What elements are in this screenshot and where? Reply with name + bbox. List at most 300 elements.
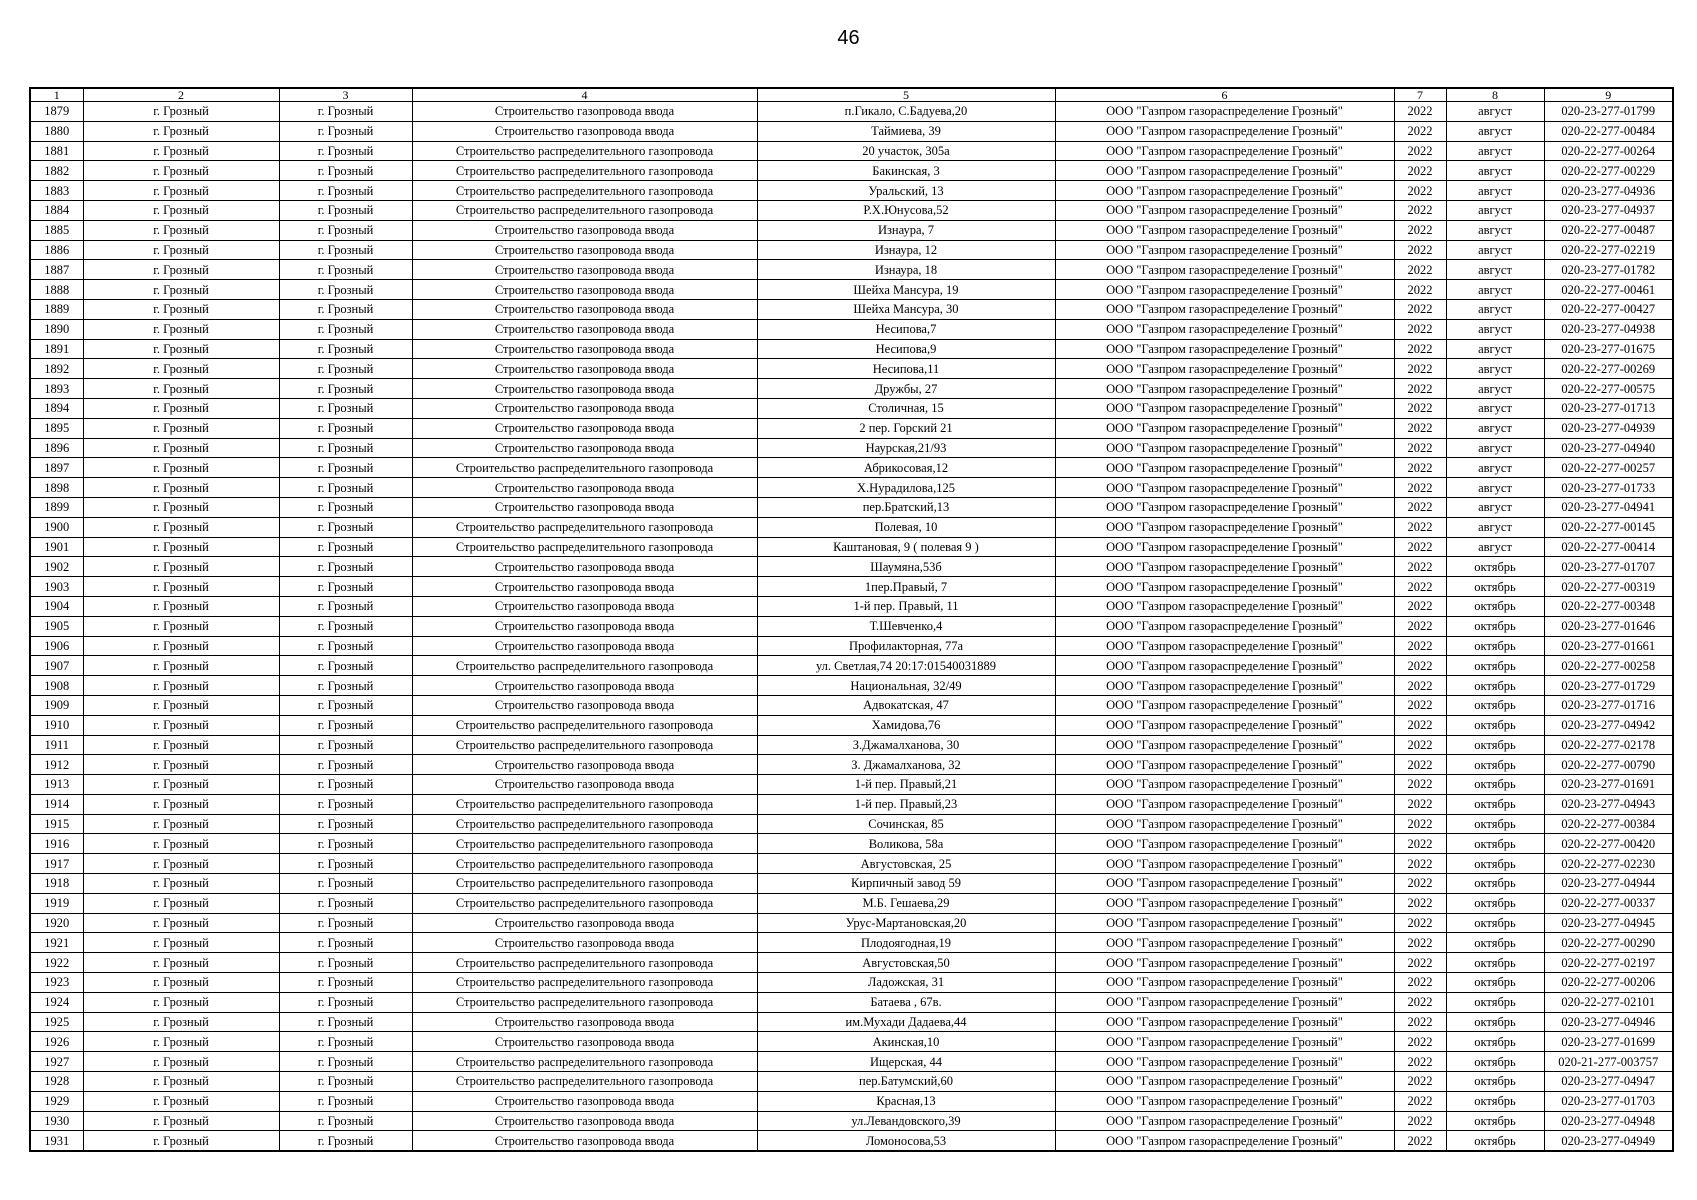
- cell-reference: 020-23-277-04946: [1544, 1012, 1673, 1032]
- cell-municipality: г. Грозный: [83, 953, 279, 973]
- cell-month: август: [1446, 438, 1544, 458]
- cell-settlement: г. Грозный: [279, 1131, 412, 1151]
- cell-month: август: [1446, 299, 1544, 319]
- cell-reference: 020-23-277-01733: [1544, 478, 1673, 498]
- cell-organization: ООО "Газпром газораспределение Грозный": [1055, 398, 1394, 418]
- table-row: [30, 220, 1673, 240]
- cell-month: октябрь: [1446, 814, 1544, 834]
- cell-month: август: [1446, 260, 1544, 280]
- cell-year: 2022: [1394, 379, 1446, 399]
- cell-municipality: г. Грозный: [83, 398, 279, 418]
- table-row: [30, 458, 1673, 478]
- cell-organization: ООО "Газпром газораспределение Грозный": [1055, 537, 1394, 557]
- cell-work-type: Строительство газопровода ввода: [412, 1012, 757, 1032]
- cell-settlement: г. Грозный: [279, 636, 412, 656]
- cell-month: август: [1446, 141, 1544, 161]
- cell-reference: 020-23-277-01699: [1544, 1032, 1673, 1052]
- cell-address: Профилакторная, 77а: [757, 636, 1055, 656]
- table-row: [30, 874, 1673, 894]
- cell-municipality: г. Грозный: [83, 913, 279, 933]
- cell-organization: ООО "Газпром газораспределение Грозный": [1055, 458, 1394, 478]
- cell-reference: 020-22-277-00420: [1544, 834, 1673, 854]
- cell-year: 2022: [1394, 280, 1446, 300]
- cell-year: 2022: [1394, 240, 1446, 260]
- cell-work-type: Строительство распределительного газопровода: [412, 656, 757, 676]
- cell-municipality: г. Грозный: [83, 339, 279, 359]
- cell-municipality: г. Грозный: [83, 715, 279, 735]
- cell-organization: ООО "Газпром газораспределение Грозный": [1055, 1012, 1394, 1032]
- cell-settlement: г. Грозный: [279, 359, 412, 379]
- cell-work-type: Строительство газопровода ввода: [412, 339, 757, 359]
- cell-year: 2022: [1394, 596, 1446, 616]
- cell-settlement: г. Грозный: [279, 735, 412, 755]
- cell-reference: 020-23-277-04938: [1544, 319, 1673, 339]
- cell-year: 2022: [1394, 141, 1446, 161]
- cell-settlement: г. Грозный: [279, 200, 412, 220]
- cell-month: август: [1446, 102, 1544, 122]
- cell-number: 1901: [30, 537, 83, 557]
- cell-organization: ООО "Газпром газораспределение Грозный": [1055, 775, 1394, 795]
- cell-work-type: Строительство распределительного газопровода: [412, 141, 757, 161]
- cell-work-type: Строительство газопровода ввода: [412, 478, 757, 498]
- table-row: [30, 834, 1673, 854]
- cell-address: Национальная, 32/49: [757, 676, 1055, 696]
- cell-address: ул.Левандовского,39: [757, 1111, 1055, 1131]
- cell-organization: ООО "Газпром газораспределение Грозный": [1055, 141, 1394, 161]
- cell-organization: ООО "Газпром газораспределение Грозный": [1055, 319, 1394, 339]
- cell-settlement: г. Грозный: [279, 953, 412, 973]
- cell-settlement: г. Грозный: [279, 1012, 412, 1032]
- cell-year: 2022: [1394, 695, 1446, 715]
- table-row: [30, 755, 1673, 775]
- cell-year: 2022: [1394, 616, 1446, 636]
- cell-work-type: Строительство газопровода ввода: [412, 1032, 757, 1052]
- cell-number: 1898: [30, 478, 83, 498]
- cell-month: октябрь: [1446, 1111, 1544, 1131]
- cell-address: Ломоносова,53: [757, 1131, 1055, 1151]
- cell-reference: 020-22-277-00461: [1544, 280, 1673, 300]
- table-row: [30, 478, 1673, 498]
- cell-organization: ООО "Газпром газораспределение Грозный": [1055, 992, 1394, 1012]
- cell-settlement: г. Грозный: [279, 834, 412, 854]
- cell-work-type: Строительство газопровода ввода: [412, 775, 757, 795]
- cell-organization: ООО "Газпром газораспределение Грозный": [1055, 577, 1394, 597]
- cell-year: 2022: [1394, 577, 1446, 597]
- cell-address: Несипова,11: [757, 359, 1055, 379]
- cell-reference: 020-22-277-00145: [1544, 517, 1673, 537]
- cell-number: 1928: [30, 1072, 83, 1092]
- cell-number: 1915: [30, 814, 83, 834]
- cell-month: август: [1446, 359, 1544, 379]
- cell-number: 1931: [30, 1131, 83, 1151]
- cell-year: 2022: [1394, 398, 1446, 418]
- cell-work-type: Строительство газопровода ввода: [412, 438, 757, 458]
- cell-organization: ООО "Газпром газораспределение Грозный": [1055, 715, 1394, 735]
- cell-year: 2022: [1394, 200, 1446, 220]
- cell-year: 2022: [1394, 814, 1446, 834]
- table-row: [30, 893, 1673, 913]
- cell-reference: 020-22-277-02219: [1544, 240, 1673, 260]
- cell-municipality: г. Грозный: [83, 379, 279, 399]
- table-row: [30, 1111, 1673, 1131]
- cell-month: октябрь: [1446, 973, 1544, 993]
- table-row: [30, 557, 1673, 577]
- cell-month: октябрь: [1446, 1052, 1544, 1072]
- cell-municipality: г. Грозный: [83, 537, 279, 557]
- cell-month: октябрь: [1446, 913, 1544, 933]
- cell-work-type: Строительство газопровода ввода: [412, 933, 757, 953]
- cell-settlement: г. Грозный: [279, 933, 412, 953]
- cell-organization: ООО "Газпром газораспределение Грозный": [1055, 834, 1394, 854]
- cell-year: 2022: [1394, 458, 1446, 478]
- cell-reference: 020-22-277-00414: [1544, 537, 1673, 557]
- cell-organization: ООО "Газпром газораспределение Грозный": [1055, 497, 1394, 517]
- cell-reference: 020-23-277-01703: [1544, 1091, 1673, 1111]
- cell-month: август: [1446, 121, 1544, 141]
- cell-reference: 020-22-277-00384: [1544, 814, 1673, 834]
- table-row: [30, 913, 1673, 933]
- cell-organization: ООО "Газпром газораспределение Грозный": [1055, 557, 1394, 577]
- table-row: [30, 794, 1673, 814]
- cell-organization: ООО "Газпром газораспределение Грозный": [1055, 379, 1394, 399]
- cell-address: 20 участок, 305а: [757, 141, 1055, 161]
- column-header: 4: [412, 88, 757, 102]
- cell-work-type: Строительство газопровода ввода: [412, 1131, 757, 1151]
- cell-number: 1881: [30, 141, 83, 161]
- cell-work-type: Строительство распределительного газопровода: [412, 161, 757, 181]
- cell-work-type: Строительство распределительного газопровода: [412, 794, 757, 814]
- cell-year: 2022: [1394, 636, 1446, 656]
- table-row: [30, 398, 1673, 418]
- cell-municipality: г. Грозный: [83, 200, 279, 220]
- cell-number: 1902: [30, 557, 83, 577]
- cell-year: 2022: [1394, 1091, 1446, 1111]
- cell-organization: ООО "Газпром газораспределение Грозный": [1055, 1131, 1394, 1151]
- cell-work-type: Строительство газопровода ввода: [412, 240, 757, 260]
- cell-year: 2022: [1394, 299, 1446, 319]
- cell-month: август: [1446, 339, 1544, 359]
- cell-municipality: г. Грозный: [83, 121, 279, 141]
- cell-work-type: Строительство газопровода ввода: [412, 319, 757, 339]
- cell-settlement: г. Грозный: [279, 319, 412, 339]
- cell-address: 2 пер. Горский 21: [757, 418, 1055, 438]
- cell-reference: 020-22-277-00206: [1544, 973, 1673, 993]
- cell-municipality: г. Грозный: [83, 676, 279, 696]
- cell-year: 2022: [1394, 478, 1446, 498]
- cell-settlement: г. Грозный: [279, 656, 412, 676]
- table-row: [30, 280, 1673, 300]
- cell-month: август: [1446, 517, 1544, 537]
- cell-number: 1885: [30, 220, 83, 240]
- cell-year: 2022: [1394, 557, 1446, 577]
- cell-work-type: Строительство распределительного газопровода: [412, 992, 757, 1012]
- cell-address: Батаева , 67в.: [757, 992, 1055, 1012]
- cell-municipality: г. Грозный: [83, 102, 279, 122]
- cell-year: 2022: [1394, 775, 1446, 795]
- cell-month: октябрь: [1446, 715, 1544, 735]
- cell-number: 1922: [30, 953, 83, 973]
- cell-reference: 020-23-277-04943: [1544, 794, 1673, 814]
- cell-address: Т.Шевченко,4: [757, 616, 1055, 636]
- cell-municipality: г. Грозный: [83, 458, 279, 478]
- cell-settlement: г. Грозный: [279, 458, 412, 478]
- cell-number: 1913: [30, 775, 83, 795]
- cell-month: октябрь: [1446, 874, 1544, 894]
- registry-table: [29, 87, 1674, 1152]
- cell-reference: 020-23-277-04944: [1544, 874, 1673, 894]
- cell-municipality: г. Грозный: [83, 695, 279, 715]
- cell-address: Полевая, 10: [757, 517, 1055, 537]
- cell-reference: 020-23-277-04949: [1544, 1131, 1673, 1151]
- cell-reference: 020-22-277-00575: [1544, 379, 1673, 399]
- cell-year: 2022: [1394, 418, 1446, 438]
- cell-settlement: г. Грозный: [279, 181, 412, 201]
- cell-reference: 020-23-277-04939: [1544, 418, 1673, 438]
- cell-reference: 020-22-277-00487: [1544, 220, 1673, 240]
- cell-settlement: г. Грозный: [279, 973, 412, 993]
- cell-address: Акинская,10: [757, 1032, 1055, 1052]
- cell-year: 2022: [1394, 121, 1446, 141]
- cell-settlement: г. Грозный: [279, 616, 412, 636]
- cell-organization: ООО "Газпром газораспределение Грозный": [1055, 874, 1394, 894]
- cell-settlement: г. Грозный: [279, 893, 412, 913]
- table-row: [30, 438, 1673, 458]
- cell-work-type: Строительство газопровода ввода: [412, 260, 757, 280]
- cell-municipality: г. Грозный: [83, 161, 279, 181]
- table-row: [30, 1091, 1673, 1111]
- cell-year: 2022: [1394, 438, 1446, 458]
- cell-number: 1912: [30, 755, 83, 775]
- cell-address: Урус-Мартановская,20: [757, 913, 1055, 933]
- table-row: [30, 1052, 1673, 1072]
- cell-address: Августовская, 25: [757, 854, 1055, 874]
- cell-year: 2022: [1394, 220, 1446, 240]
- column-header: 8: [1446, 88, 1544, 102]
- cell-organization: ООО "Газпром газораспределение Грозный": [1055, 418, 1394, 438]
- cell-settlement: г. Грозный: [279, 161, 412, 181]
- cell-year: 2022: [1394, 161, 1446, 181]
- table-row: [30, 775, 1673, 795]
- cell-reference: 020-22-277-00484: [1544, 121, 1673, 141]
- cell-municipality: г. Грозный: [83, 280, 279, 300]
- cell-organization: ООО "Газпром газораспределение Грозный": [1055, 755, 1394, 775]
- cell-month: октябрь: [1446, 854, 1544, 874]
- cell-month: октябрь: [1446, 557, 1544, 577]
- cell-reference: 020-22-277-00790: [1544, 755, 1673, 775]
- cell-work-type: Строительство газопровода ввода: [412, 359, 757, 379]
- cell-month: август: [1446, 497, 1544, 517]
- table-row: [30, 1072, 1673, 1092]
- cell-municipality: г. Грозный: [83, 814, 279, 834]
- cell-number: 1890: [30, 319, 83, 339]
- table-row: [30, 161, 1673, 181]
- cell-municipality: г. Грозный: [83, 141, 279, 161]
- table-row: [30, 854, 1673, 874]
- cell-reference: 020-22-277-02230: [1544, 854, 1673, 874]
- cell-work-type: Строительство газопровода ввода: [412, 280, 757, 300]
- cell-settlement: г. Грозный: [279, 537, 412, 557]
- table-row: [30, 596, 1673, 616]
- cell-work-type: Строительство газопровода ввода: [412, 557, 757, 577]
- cell-municipality: г. Грозный: [83, 577, 279, 597]
- cell-settlement: г. Грозный: [279, 220, 412, 240]
- cell-month: август: [1446, 398, 1544, 418]
- cell-municipality: г. Грозный: [83, 755, 279, 775]
- cell-number: 1880: [30, 121, 83, 141]
- cell-settlement: г. Грозный: [279, 676, 412, 696]
- cell-address: Изнаура, 7: [757, 220, 1055, 240]
- cell-reference: 020-23-277-01661: [1544, 636, 1673, 656]
- table-row: [30, 1131, 1673, 1151]
- cell-work-type: Строительство распределительного газопровода: [412, 1072, 757, 1092]
- cell-year: 2022: [1394, 102, 1446, 122]
- cell-organization: ООО "Газпром газораспределение Грозный": [1055, 893, 1394, 913]
- cell-number: 1895: [30, 418, 83, 438]
- cell-month: октябрь: [1446, 775, 1544, 795]
- cell-address: Августовская,50: [757, 953, 1055, 973]
- cell-work-type: Строительство распределительного газопровода: [412, 181, 757, 201]
- cell-reference: 020-22-277-00337: [1544, 893, 1673, 913]
- cell-number: 1897: [30, 458, 83, 478]
- table-row: [30, 616, 1673, 636]
- cell-work-type: Строительство газопровода ввода: [412, 1091, 757, 1111]
- cell-month: август: [1446, 379, 1544, 399]
- cell-municipality: г. Грозный: [83, 1032, 279, 1052]
- cell-month: октябрь: [1446, 695, 1544, 715]
- cell-settlement: г. Грозный: [279, 260, 412, 280]
- cell-month: октябрь: [1446, 755, 1544, 775]
- cell-year: 2022: [1394, 933, 1446, 953]
- cell-number: 1888: [30, 280, 83, 300]
- cell-municipality: г. Грозный: [83, 794, 279, 814]
- cell-municipality: г. Грозный: [83, 478, 279, 498]
- cell-address: Дружбы, 27: [757, 379, 1055, 399]
- cell-work-type: Строительство распределительного газопровода: [412, 1052, 757, 1072]
- cell-year: 2022: [1394, 676, 1446, 696]
- cell-reference: 020-23-277-01729: [1544, 676, 1673, 696]
- cell-month: август: [1446, 319, 1544, 339]
- table-header: [30, 88, 1673, 102]
- cell-work-type: Строительство газопровода ввода: [412, 497, 757, 517]
- header-row: [30, 88, 1673, 102]
- cell-number: 1909: [30, 695, 83, 715]
- cell-municipality: г. Грозный: [83, 359, 279, 379]
- cell-year: 2022: [1394, 359, 1446, 379]
- column-header: 5: [757, 88, 1055, 102]
- cell-address: Изнаура, 18: [757, 260, 1055, 280]
- cell-address: Несипова,7: [757, 319, 1055, 339]
- cell-settlement: г. Грозный: [279, 577, 412, 597]
- cell-reference: 020-21-277-003757: [1544, 1052, 1673, 1072]
- cell-number: 1914: [30, 794, 83, 814]
- cell-work-type: Строительство распределительного газопровода: [412, 854, 757, 874]
- cell-organization: ООО "Газпром газораспределение Грозный": [1055, 121, 1394, 141]
- table-row: [30, 497, 1673, 517]
- cell-number: 1920: [30, 913, 83, 933]
- table-row: [30, 735, 1673, 755]
- cell-work-type: Строительство распределительного газопровода: [412, 200, 757, 220]
- cell-organization: ООО "Газпром газораспределение Грозный": [1055, 656, 1394, 676]
- cell-year: 2022: [1394, 1131, 1446, 1151]
- table-row: [30, 814, 1673, 834]
- cell-settlement: г. Грозный: [279, 1091, 412, 1111]
- table-row: [30, 200, 1673, 220]
- cell-number: 1892: [30, 359, 83, 379]
- cell-month: август: [1446, 478, 1544, 498]
- cell-settlement: г. Грозный: [279, 695, 412, 715]
- cell-address: Каштановая, 9 ( полевая 9 ): [757, 537, 1055, 557]
- table-row: [30, 577, 1673, 597]
- cell-settlement: г. Грозный: [279, 240, 412, 260]
- cell-year: 2022: [1394, 1111, 1446, 1131]
- cell-settlement: г. Грозный: [279, 814, 412, 834]
- cell-settlement: г. Грозный: [279, 478, 412, 498]
- cell-number: 1900: [30, 517, 83, 537]
- cell-address: Наурская,21/93: [757, 438, 1055, 458]
- cell-reference: 020-23-277-01646: [1544, 616, 1673, 636]
- cell-reference: 020-23-277-04937: [1544, 200, 1673, 220]
- cell-work-type: Строительство газопровода ввода: [412, 577, 757, 597]
- cell-number: 1893: [30, 379, 83, 399]
- table-row: [30, 715, 1673, 735]
- cell-year: 2022: [1394, 319, 1446, 339]
- cell-address: 1пер.Правый, 7: [757, 577, 1055, 597]
- cell-address: З.Джамалханова, 30: [757, 735, 1055, 755]
- cell-organization: ООО "Газпром газораспределение Грозный": [1055, 1072, 1394, 1092]
- table-row: [30, 636, 1673, 656]
- cell-address: Адвокатская, 47: [757, 695, 1055, 715]
- cell-number: 1891: [30, 339, 83, 359]
- cell-reference: 020-23-277-01691: [1544, 775, 1673, 795]
- cell-year: 2022: [1394, 537, 1446, 557]
- cell-settlement: г. Грозный: [279, 121, 412, 141]
- cell-address: Х.Нурадилова,125: [757, 478, 1055, 498]
- table-row: [30, 102, 1673, 122]
- cell-year: 2022: [1394, 854, 1446, 874]
- column-header: 9: [1544, 88, 1673, 102]
- table-row: [30, 339, 1673, 359]
- cell-settlement: г. Грозный: [279, 874, 412, 894]
- cell-address: пер.Батумский,60: [757, 1072, 1055, 1092]
- cell-address: Бакинская, 3: [757, 161, 1055, 181]
- cell-month: октябрь: [1446, 596, 1544, 616]
- cell-settlement: г. Грозный: [279, 418, 412, 438]
- cell-address: Воликова, 58а: [757, 834, 1055, 854]
- cell-work-type: Строительство распределительного газопровода: [412, 537, 757, 557]
- cell-address: Р.Х.Юнусова,52: [757, 200, 1055, 220]
- cell-number: 1904: [30, 596, 83, 616]
- table-row: [30, 973, 1673, 993]
- cell-number: 1925: [30, 1012, 83, 1032]
- cell-organization: ООО "Газпром газораспределение Грозный": [1055, 181, 1394, 201]
- cell-reference: 020-22-277-00264: [1544, 141, 1673, 161]
- cell-number: 1894: [30, 398, 83, 418]
- cell-month: октябрь: [1446, 794, 1544, 814]
- cell-organization: ООО "Газпром газораспределение Грозный": [1055, 240, 1394, 260]
- cell-month: август: [1446, 537, 1544, 557]
- cell-organization: ООО "Газпром газораспределение Грозный": [1055, 596, 1394, 616]
- cell-municipality: г. Грозный: [83, 1052, 279, 1072]
- cell-address: ул. Светлая,74 20:17:01540031889: [757, 656, 1055, 676]
- cell-work-type: Строительство газопровода ввода: [412, 398, 757, 418]
- cell-address: 1-й пер. Правый,23: [757, 794, 1055, 814]
- cell-organization: ООО "Газпром газораспределение Грозный": [1055, 676, 1394, 696]
- cell-reference: 020-23-277-04942: [1544, 715, 1673, 735]
- cell-settlement: г. Грозный: [279, 1072, 412, 1092]
- cell-number: 1924: [30, 992, 83, 1012]
- cell-municipality: г. Грозный: [83, 735, 279, 755]
- cell-reference: 020-23-277-01713: [1544, 398, 1673, 418]
